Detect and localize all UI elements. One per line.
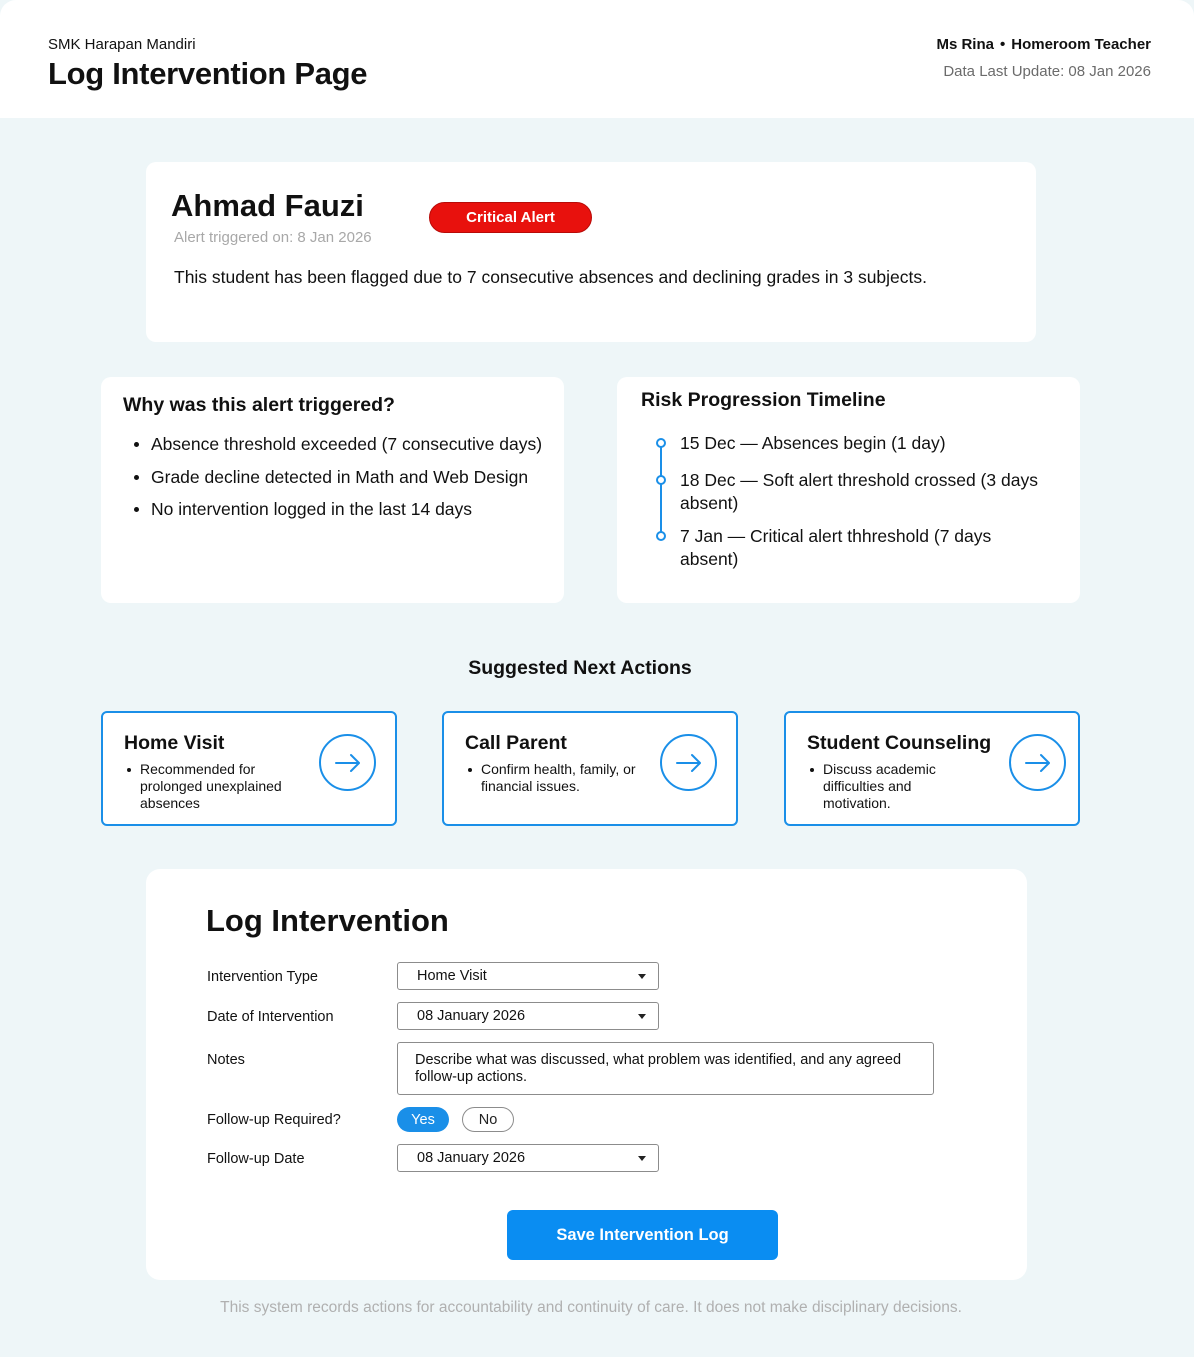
caret-down-icon [638,1156,646,1161]
followup-date-select[interactable] [397,1144,659,1172]
alert-date: Alert triggered on: 8 Jan 2026 [174,229,372,246]
timeline-title: Risk Progression Timeline [641,389,886,411]
arrow-right-icon[interactable] [319,734,376,791]
footer-disclaimer: This system records actions for accountability and continuity of care. It does not make disciplinary decisions. [220,1299,962,1316]
student-alert-card [146,162,1036,342]
page-header [0,0,1194,118]
intervention-date-select[interactable] [397,1002,659,1030]
risk-timeline-card [617,377,1080,603]
intervention-type-label: Intervention Type [207,969,318,985]
separator-dot: • [999,36,1006,53]
suggested-actions-title: Suggested Next Actions [468,657,692,679]
form-title: Log Intervention [206,903,449,938]
timeline-item: 18 Dec — Soft alert threshold crossed (3 days absent) [680,470,1038,513]
critical-alert-badge: Critical Alert [429,202,592,233]
intervention-type-select[interactable] [397,962,659,990]
log-intervention-form [146,869,1027,1280]
action-card-home-visit[interactable] [101,711,397,826]
list-item: Absence threshold exceeded (7 consecutive days) [151,433,546,456]
followup-date-label: Follow-up Date [207,1151,305,1167]
school-name: SMK Harapan Mandiri [48,36,196,53]
action-card-call-parent[interactable] [442,711,738,826]
why-list [151,433,546,531]
timeline-dot-icon [656,438,666,448]
why-title: Why was this alert triggered? [123,394,395,416]
arrow-right-icon[interactable] [1009,734,1066,791]
timeline-line [660,444,662,537]
timeline-dot-icon [656,475,666,485]
list-item: No intervention logged in the last 14 days [151,498,546,521]
followup-no-toggle[interactable]: No [462,1107,514,1132]
timeline-item: 15 Dec — Absences begin (1 day) [680,433,946,453]
intervention-type-value: Home Visit [417,968,487,984]
followup-yes-toggle[interactable]: Yes [397,1107,449,1132]
why-alert-card [101,377,564,603]
notes-label: Notes [207,1052,245,1068]
page-title: Log Intervention Page [48,56,368,91]
action-description: Confirm health, family, or financial issues. [481,761,641,795]
action-description: Discuss academic difficulties and motivation. [823,761,983,812]
user-info [936,36,1151,53]
user-name: Ms Rina [936,36,994,53]
followup-required-label: Follow-up Required? [207,1112,341,1128]
action-description: Recommended for prolonged unexplained absences [140,761,300,812]
action-title: Home Visit [124,732,225,754]
followup-date-value: 08 January 2026 [417,1150,526,1166]
action-card-student-counseling[interactable] [784,711,1080,826]
caret-down-icon [638,1014,646,1019]
caret-down-icon [638,974,646,979]
intervention-date-label: Date of Intervention [207,1009,334,1025]
timeline-dot-icon [656,531,666,541]
arrow-right-icon[interactable] [660,734,717,791]
user-role: Homeroom Teacher [1011,36,1151,53]
timeline-item: 7 Jan — Critical alert thhreshold (7 days absent) [680,526,992,569]
list-item: Grade decline detected in Math and Web Design [151,466,546,489]
notes-textarea[interactable]: Describe what was discussed, what problem was identified, and any agreed follow-up actions. [397,1042,934,1095]
save-intervention-button[interactable]: Save Intervention Log [507,1210,778,1260]
intervention-date-value: 08 January 2026 [417,1008,526,1024]
alert-description: This student has been flagged due to 7 consecutive absences and declining grades in 3 subjects. [174,267,928,287]
student-name: Ahmad Fauzi [171,188,364,223]
action-title: Student Counseling [807,732,992,754]
action-title: Call Parent [465,732,567,754]
last-update: Data Last Update: 08 Jan 2026 [943,63,1151,80]
